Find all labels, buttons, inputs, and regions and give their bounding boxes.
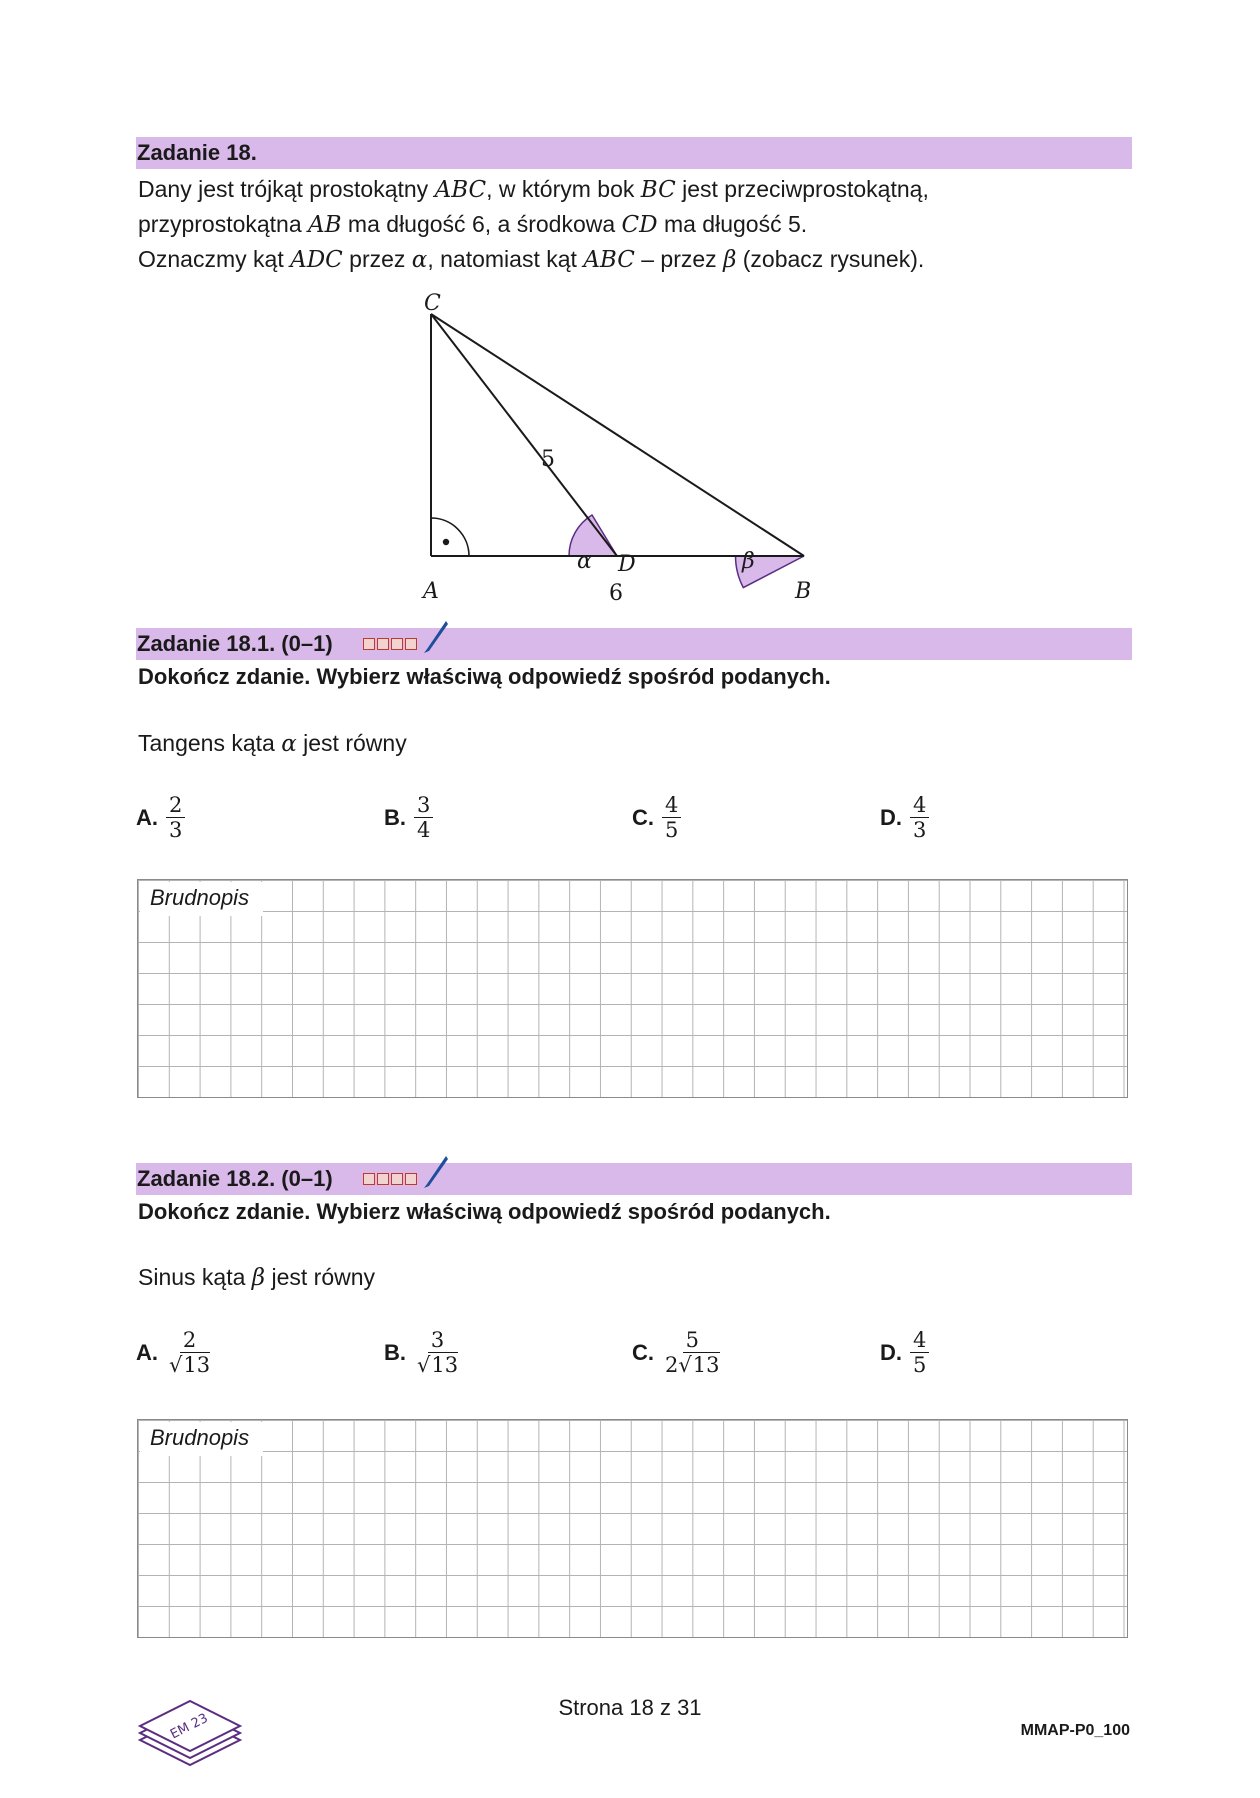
median-CD [431, 314, 617, 556]
angle-label-beta: β [742, 549, 755, 574]
subtask-2-instruction: Dokończ zdanie. Wybierz właściwą odpowiedź spośród podanych. [138, 1199, 831, 1224]
pen-icon [422, 619, 450, 655]
fraction: $\frac{4}{5}$ [662, 793, 681, 842]
subtask-1-option-a[interactable]: A. $\frac{2}{3}$ [136, 793, 185, 842]
vertex-label-C: C [424, 291, 441, 316]
task-header-bar [136, 137, 1132, 169]
subtask-1-option-c[interactable]: C. $\frac{4}{5}$ [632, 793, 681, 842]
subtask-1-instruction: Dokończ zdanie. Wybierz właściwą odpowiedź spośród podanych. [138, 664, 831, 689]
fraction: $\frac{4}{5}$ [910, 1328, 929, 1377]
subtask-2-option-c[interactable]: C. $\frac{5}{2√13}$ [632, 1328, 723, 1377]
subtask-1-title: Zadanie 18.1. (0–1) [137, 631, 333, 656]
fraction: $\frac{3}{√13}$ [417, 1328, 459, 1377]
scratchpad-label: Brudnopis [140, 882, 263, 916]
tag-square [391, 1173, 403, 1185]
subtask-1-question: Tangens kąta α jest równy [138, 730, 407, 757]
tag-square [391, 638, 403, 650]
fraction: $\frac{2}{√13}$ [169, 1328, 211, 1377]
task-title: Zadanie 18. [137, 140, 257, 165]
document-code: MMAP-P0_100 [1020, 1722, 1130, 1739]
triangle-figure [0, 280, 1260, 610]
tag-square [363, 638, 375, 650]
side-BC [431, 314, 804, 556]
subtask-1-option-b[interactable]: B. $\frac{3}{4}$ [384, 793, 433, 842]
length-label-CD: 5 [541, 447, 555, 472]
subtask-2-title: Zadanie 18.2. (0–1) [137, 1166, 333, 1191]
tag-square [377, 1173, 389, 1185]
subtask-2-option-d[interactable]: D. $\frac{4}{5}$ [880, 1328, 929, 1377]
point-label-D: D [618, 552, 636, 577]
page-number: Strona 18 z 31 [558, 1695, 702, 1720]
subtask-1-skill-tags [363, 638, 417, 650]
subtask-2-option-b[interactable]: B. $\frac{3}{√13}$ [384, 1328, 461, 1377]
scratchpad-grid-2 [137, 1419, 1128, 1638]
subtask-2-question: Sinus kąta β jest równy [138, 1264, 376, 1291]
fraction: $\frac{2}{3}$ [166, 793, 185, 842]
fraction: $\frac{3}{4}$ [414, 793, 433, 842]
task-text-line-2: przyprostokątna AB ma długość 6, a środkowa CD ma długość 5. [138, 211, 808, 238]
vertex-label-A: A [423, 579, 439, 604]
tag-square [363, 1173, 375, 1185]
tag-square [405, 1173, 417, 1185]
logo-text: EM 23 [168, 1710, 211, 1743]
angle-label-alpha: α [577, 549, 592, 574]
tag-square [405, 638, 417, 650]
right-angle-dot [443, 539, 449, 545]
length-label-AB: 6 [609, 581, 623, 606]
subtask-1-option-d[interactable]: D. $\frac{4}{3}$ [880, 793, 929, 842]
scratchpad-label: Brudnopis [140, 1422, 263, 1456]
tag-square [377, 638, 389, 650]
vertex-label-B: B [795, 579, 812, 604]
pen-icon [422, 1154, 450, 1190]
right-angle-marker [431, 518, 469, 556]
subtask-2-skill-tags [363, 1173, 417, 1185]
subtask-2-option-a[interactable]: A. $\frac{2}{√13}$ [136, 1328, 213, 1377]
scratchpad-grid-1 [137, 879, 1128, 1098]
fraction: $\frac{4}{3}$ [910, 793, 929, 842]
task-text-line-1: Dany jest trójkąt prostokątny ABC, w którym bok BC jest przeciwprostokątną, [138, 176, 929, 203]
task-text-line-3: Oznaczmy kąt ADC przez α, natomiast kąt ABC – przez β (zobacz rysunek). [138, 246, 925, 273]
fraction: $\frac{5}{2√13}$ [665, 1328, 720, 1377]
